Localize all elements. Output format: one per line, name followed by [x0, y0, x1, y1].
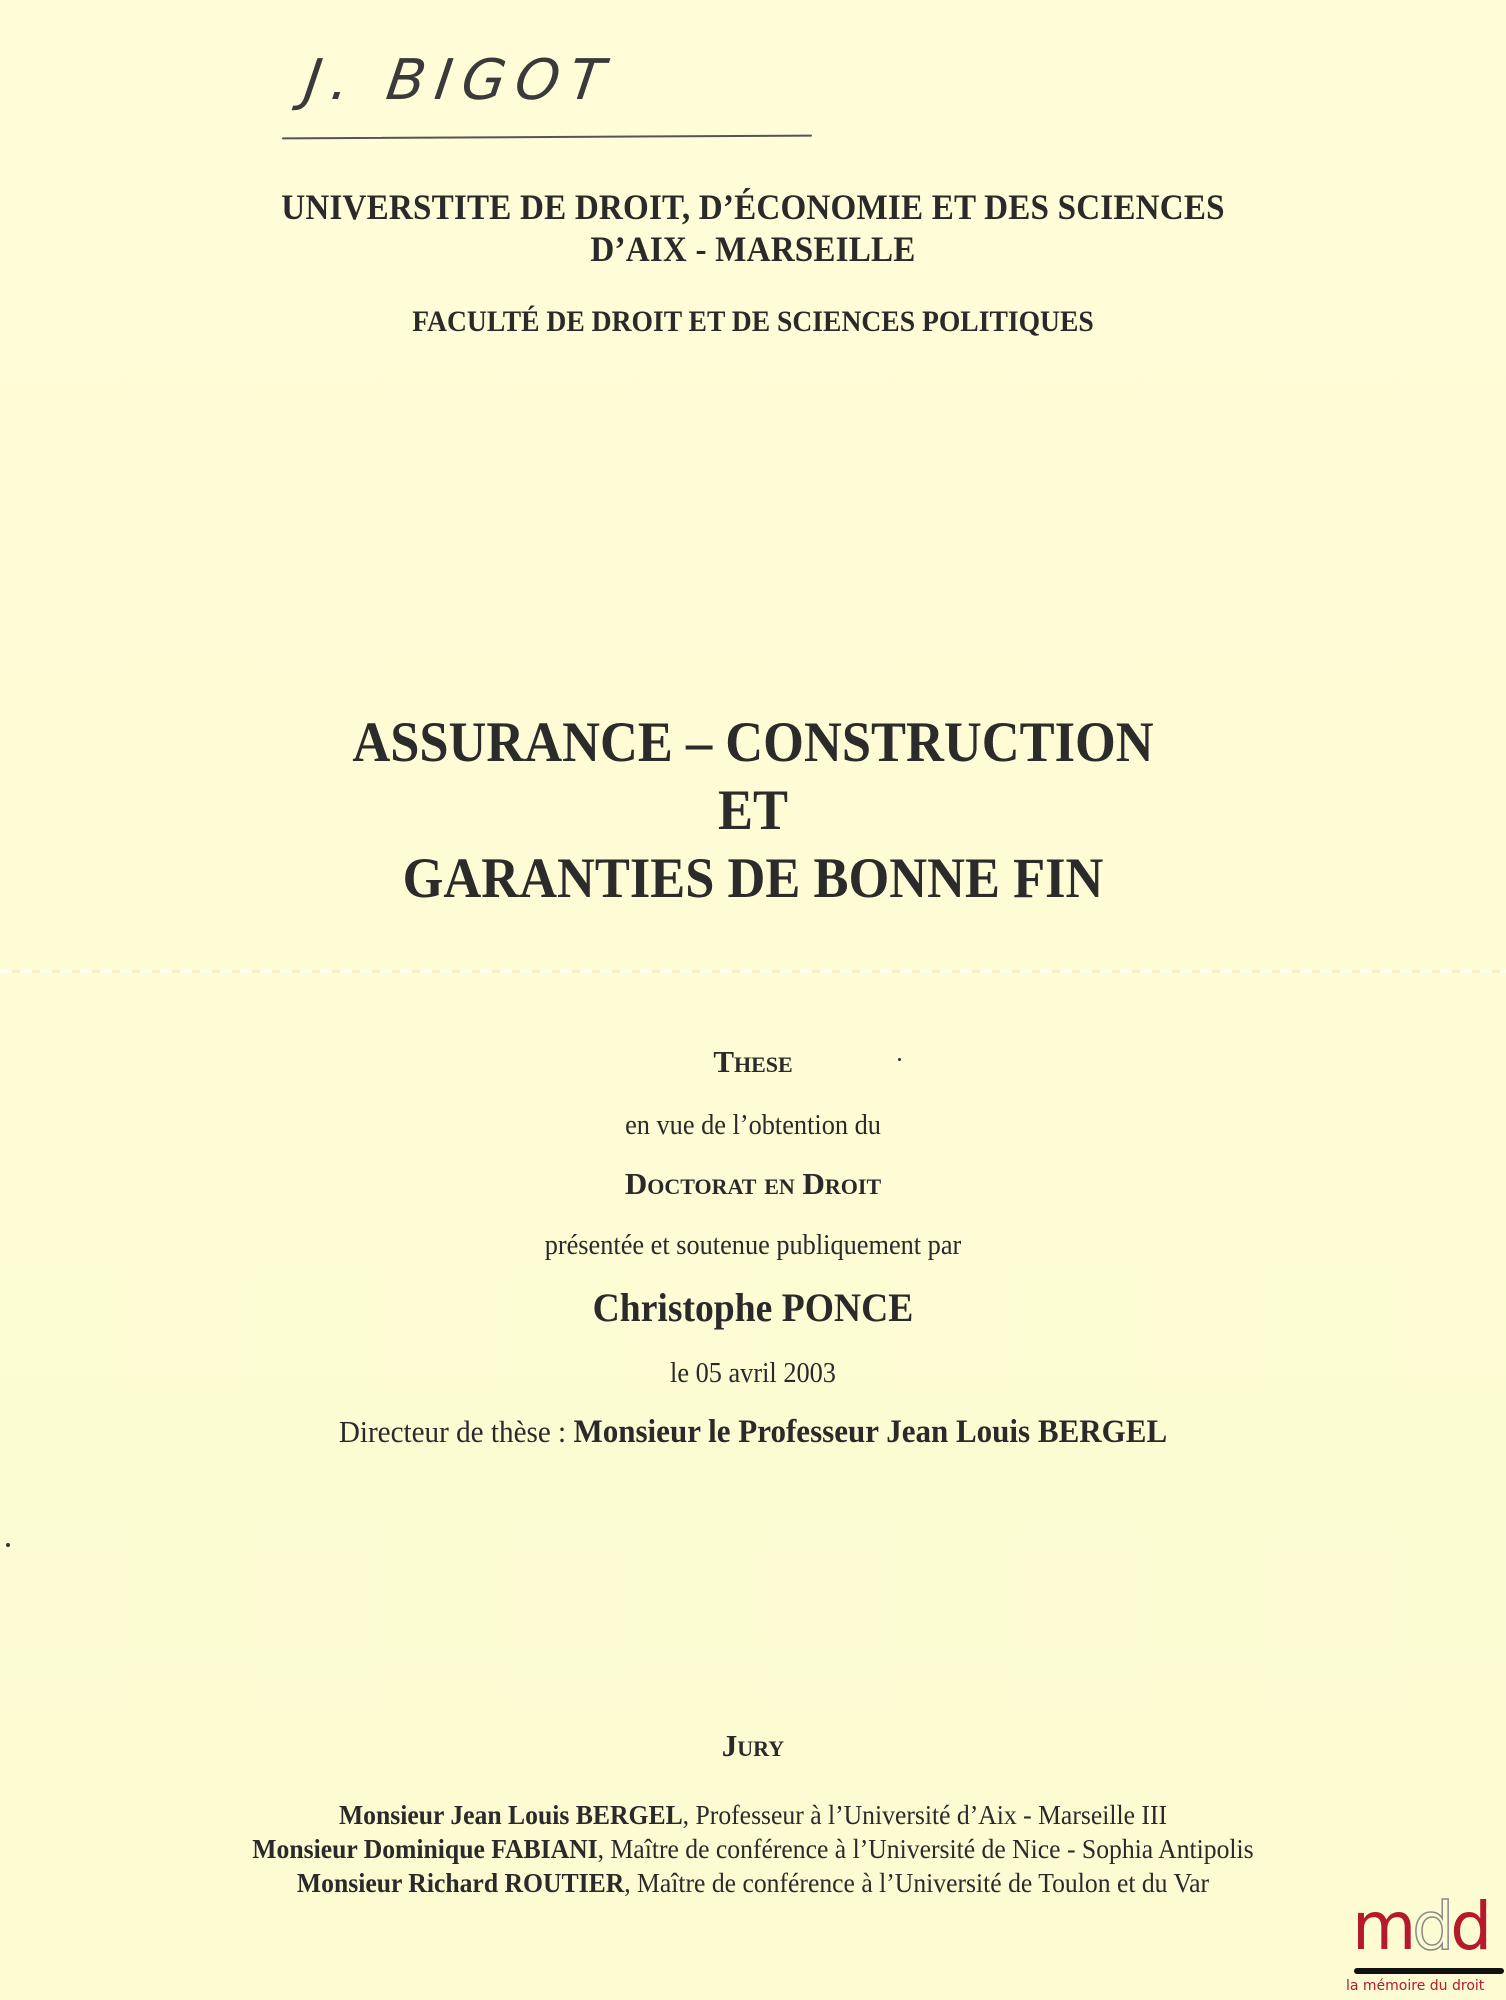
thesis-title-line1: ASSURANCE – CONSTRUCTION — [352, 711, 1154, 774]
thesis-director — [45, 1414, 1461, 1451]
paper-fold-line — [0, 970, 1506, 973]
handwritten-underline — [282, 135, 812, 140]
faculty-name: FACULTÉ DE DROIT ET DE SCIENCES POLITIQUES — [412, 305, 1094, 338]
jury-heading: Jury — [721, 1728, 785, 1763]
thesis-title-line2: ET — [718, 779, 788, 842]
mdd-logo-letters: mdd — [1352, 1888, 1489, 1965]
mdd-logo-bar — [1354, 1968, 1504, 1974]
mdd-logo-tagline: la mémoire du droit — [1346, 1978, 1485, 1994]
thesis-title-line3: GARANTIES DE BONNE FIN — [402, 847, 1104, 910]
director-label: Directeur de thèse : — [338, 1414, 567, 1449]
director-name: Monsieur le Professeur Jean Louis BERGEL — [573, 1414, 1168, 1450]
jury-member-name: Monsieur Jean Louis BERGEL — [338, 1800, 683, 1830]
jury-member-role: , Professeur à l’Université d’Aix - Marseille III — [682, 1800, 1168, 1830]
jury-member-role: , Maître de conférence à l’Université de Toulon et du Var — [624, 1868, 1210, 1898]
mdd-watermark-logo — [1346, 1888, 1506, 2000]
scan-speck — [6, 1543, 10, 1547]
university-name-line2: D’AIX - MARSEILLE — [590, 229, 916, 269]
jury-member — [38, 1868, 1469, 1899]
university-name-line1: UNIVERSTITE DE DROIT, D’ÉCONOMIE ET DES SCIENCES — [281, 187, 1225, 227]
presented-by-label: présentée et soutenue publiquement par — [544, 1230, 962, 1261]
defense-date: le 05 avril 2003 — [670, 1358, 836, 1389]
jury-member — [38, 1834, 1469, 1865]
jury-member — [38, 1800, 1469, 1831]
degree-purpose: en vue de l’obtention du — [625, 1110, 881, 1141]
jury-member-name: Monsieur Dominique FABIANI — [252, 1834, 598, 1864]
handwritten-annotation: J. BIGOT — [300, 48, 619, 113]
degree-name: Doctorat en Droit — [624, 1166, 882, 1201]
jury-member-role: , Maître de conférence à l’Université de Nice - Sophia Antipolis — [597, 1834, 1254, 1864]
scan-speck — [898, 1058, 901, 1061]
jury-member-name: Monsieur Richard ROUTIER — [296, 1868, 625, 1898]
document-type: These — [713, 1044, 793, 1079]
author-name: Christophe PONCE — [592, 1285, 914, 1330]
